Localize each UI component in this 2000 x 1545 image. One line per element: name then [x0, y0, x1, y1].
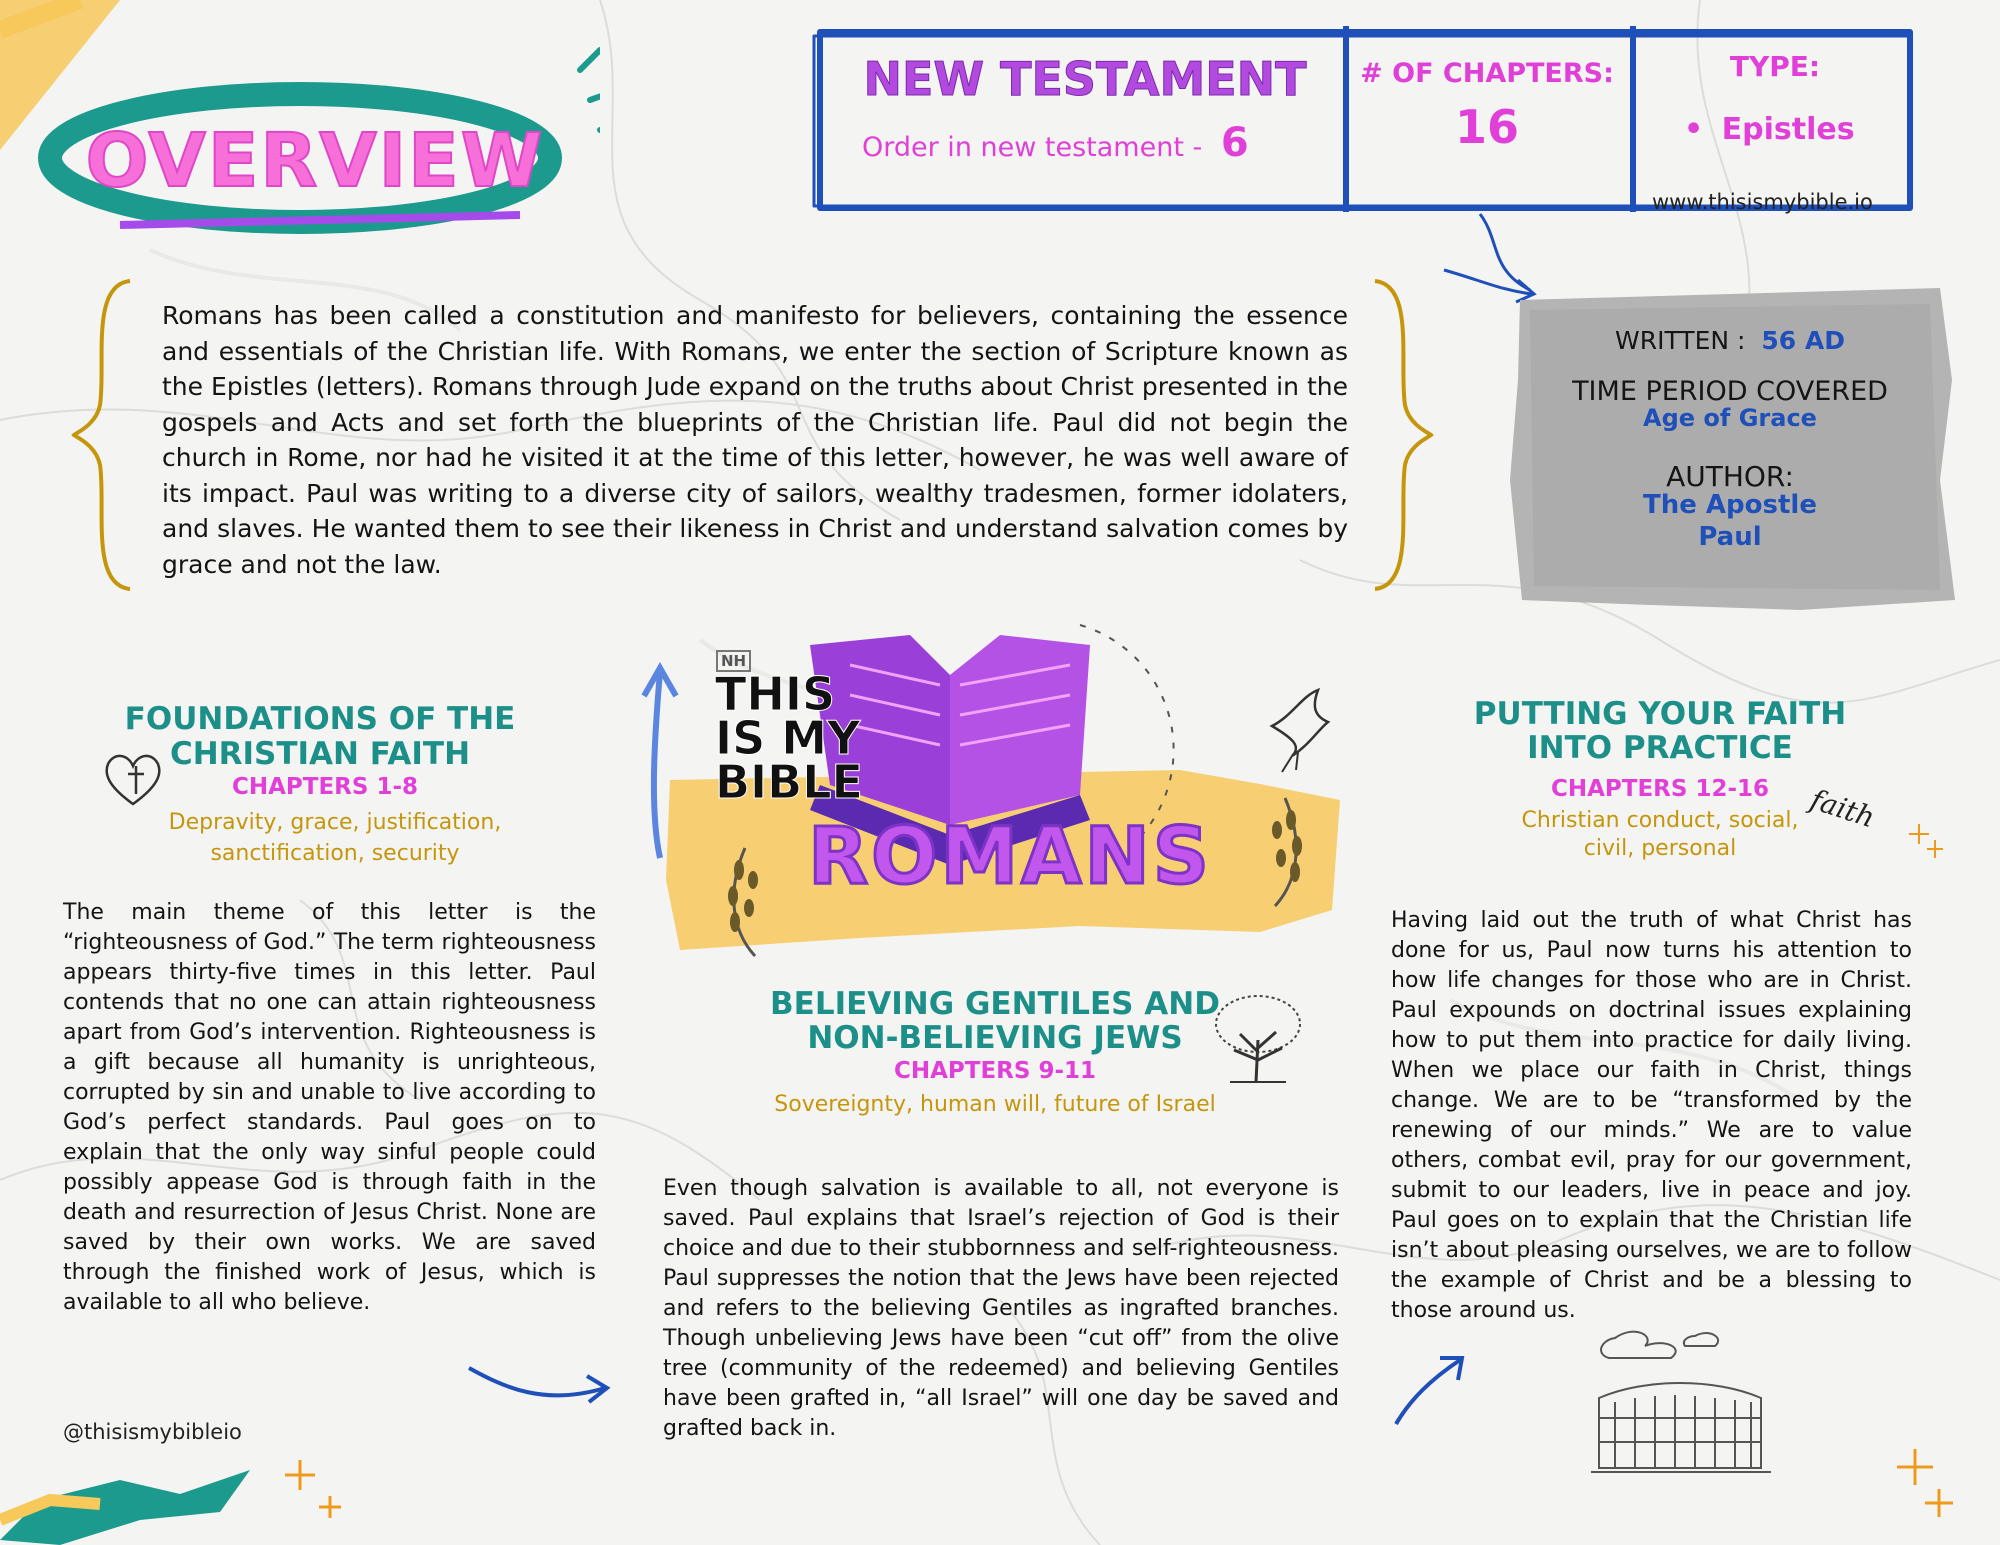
middle-topics-1: Sovereignty, human will, future of Israel	[774, 1092, 1216, 1117]
written-label: WRITTEN :	[1615, 326, 1746, 355]
overview-title: OVERVIEW	[85, 118, 545, 204]
period-value: Age of Grace	[1643, 404, 1817, 432]
left-body: The main theme of this letter is the “righteousness of God.” The term righteousness appears thirty-five times in this letter. Paul contends that no one can attain righteousness apart from God’s intervention. Righteousness is a gift because all humanity is unrighteous, corrupted by sin and unable to live according to God’s perfect standards. Paul goes on to explain that the only way sinful people could possibly appease God is through faith in the death and resurrection of Jesus Christ. None are saved by their own works. We are saved through the finished work of Jesus, which is available to all who believe.	[63, 900, 596, 1315]
left-brace	[70, 275, 140, 595]
right-brace	[1365, 275, 1435, 595]
website-link[interactable]: www.thisismybible.io	[1652, 190, 1873, 214]
left-topics-2: sanctification, security	[210, 841, 460, 866]
left-title-1: FOUNDATIONS OF THE	[124, 701, 516, 737]
brand-line-1: THIS	[715, 667, 836, 721]
left-chapters: CHAPTERS 1-8	[231, 774, 419, 800]
order-row	[862, 120, 1322, 166]
author-value-1: The Apostle	[1643, 490, 1817, 520]
heart-cross-icon	[100, 750, 166, 810]
author-value-2: Paul	[1698, 522, 1762, 552]
period-label: TIME PERIOD COVERED	[1572, 376, 1888, 407]
arrow-icon	[1390, 1350, 1470, 1430]
social-handle[interactable]: @thisismybibleio	[63, 1420, 242, 1444]
bullet-icon: •	[1684, 112, 1704, 147]
type-value-row	[1684, 112, 1914, 147]
middle-title-1: BELIEVING GENTILES AND	[770, 986, 1220, 1022]
middle-chapters: CHAPTERS 9-11	[893, 1058, 1097, 1084]
bottom-left-decoration	[0, 1440, 360, 1545]
arrow-icon	[465, 1348, 615, 1418]
author-label: AUTHOR:	[1666, 460, 1794, 493]
type-value: Epistles	[1721, 112, 1855, 147]
nh-mark: NH	[716, 650, 751, 672]
chapters-value: 16	[1454, 100, 1519, 154]
brand-wordmark	[715, 667, 915, 809]
type-label: TYPE:	[1729, 50, 1821, 83]
middle-title-2: NON-BELIEVING JEWS	[807, 1020, 1183, 1056]
order-label: Order in new testament -	[862, 132, 1203, 163]
middle-body: Even though salvation is available to all, not everyone is saved. Paul explains that Israel’s rejection of God is their choice and due to their stubbornness and self-righteousness. Paul suppresses the notion that the Jews have been rejected and refers to the believing Gentiles as ingrafted branches. Though unbelieving Jews have been “cut off” from the olive tree (community of the redeemed) and believing Gentiles have been grafted in, “all Israel” will one day be saved and grafted back in.	[663, 1176, 1339, 1441]
faith-script: faith	[1806, 782, 1879, 835]
left-topics-1: Depravity, grace, justification,	[168, 810, 502, 835]
right-title-2: INTO PRACTICE	[1527, 730, 1793, 766]
sparkle-icon	[1895, 1445, 1955, 1520]
left-title-2: CHRISTIAN FAITH	[169, 736, 471, 772]
right-body: Having laid out the truth of what Christ has done for us, Paul now turns his attention to how life changes for those who are in Christ. Paul expounds on doctrinal issues explaining how to put them into practice for daily living. When we place our faith in Christ, things change. We are to be “transformed by the renewing of our minds.” We are to value others, combat evil, pray for our government, submit to our leaders, live in peace and joy. Paul goes on to explain that the Christian life isn’t about pleasing ourselves, we are to follow the example of Christ and be a blessing to those around us.	[1391, 908, 1912, 1323]
chapters-label: # OF CHAPTERS:	[1360, 58, 1614, 89]
sparkle-icon	[1905, 820, 1945, 860]
right-chapters: CHAPTERS 12-16	[1550, 776, 1770, 802]
book-title: ROMANS	[808, 812, 1212, 902]
right-topics-1: Christian conduct, social,	[1521, 808, 1799, 833]
written-value: 56 AD	[1761, 326, 1845, 355]
brand-line-3: BIBLE	[715, 755, 863, 809]
colosseum-icon	[1585, 1318, 1775, 1478]
right-title-1: PUTTING YOUR FAITH	[1473, 696, 1847, 732]
brand-line-2: IS MY	[715, 711, 861, 765]
laurel-icon	[1255, 790, 1315, 910]
right-topics-2: civil, personal	[1583, 836, 1737, 861]
laurel-icon	[715, 840, 775, 960]
arrow-icon	[630, 662, 690, 862]
intro-paragraph: Romans has been called a constitution and manifesto for believers, containing the essence and essentials of the Christian life. With Romans, we enter the section of Scripture known as the Epistles (letters). Romans through Jude expand on the truths about Christ presented in the gospels and Acts and set forth the blueprints of the Christian life. Paul did not begin the church in Rome, nor had he visited it at the time of this letter, however, he was well aware of its impact. Paul was writing to a diverse city of sailors, wealthy tradesmen, former idolaters, and slaves. He wanted them to see their likeness in Christ and understand salvation comes by grace and not the law.	[162, 301, 1348, 579]
order-value: 6	[1220, 120, 1249, 166]
written-row	[1520, 326, 1940, 355]
dove-icon	[1262, 686, 1342, 776]
testament-label: NEW TESTAMENT	[863, 52, 1307, 106]
